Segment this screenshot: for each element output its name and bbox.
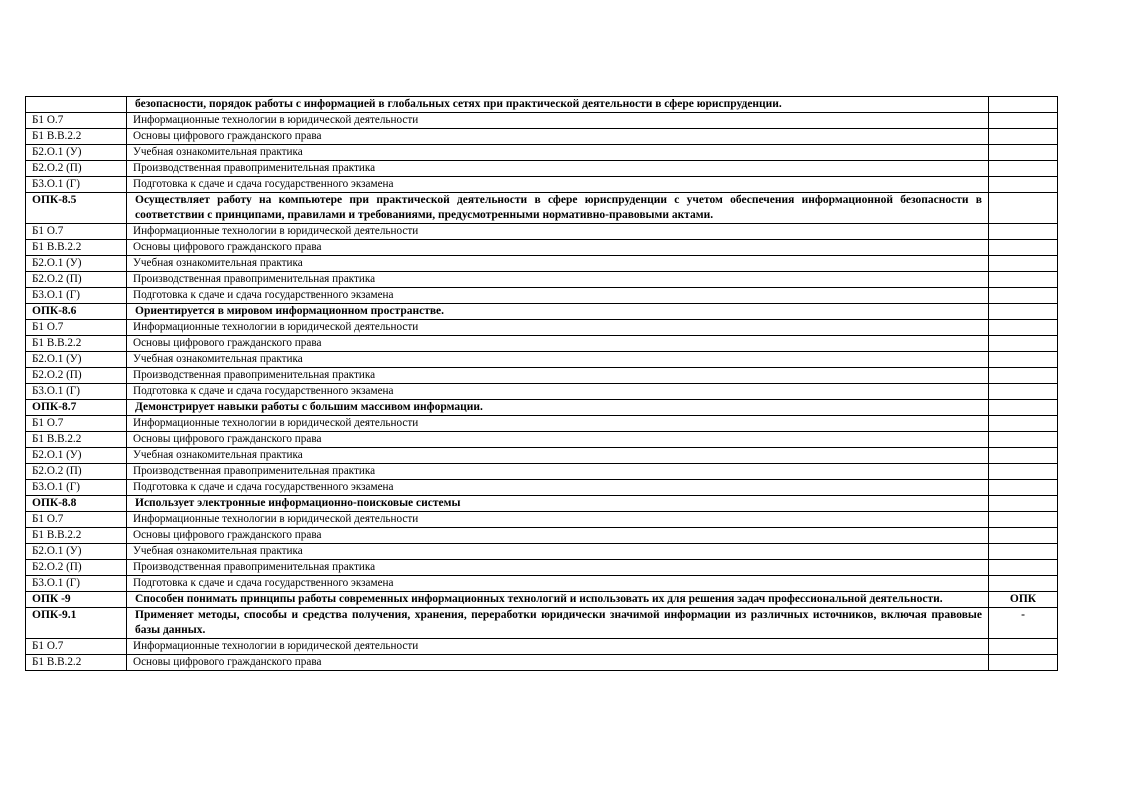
code-cell: Б2.О.1 (У) (26, 352, 127, 368)
note-cell (989, 129, 1058, 145)
code-cell: Б2.О.1 (У) (26, 145, 127, 161)
discipline-row (26, 655, 1058, 671)
code-cell (26, 97, 127, 113)
note-cell (989, 544, 1058, 560)
code-cell: Б1 О.7 (26, 113, 127, 129)
discipline-row (26, 464, 1058, 480)
code-cell: Б3.О.1 (Г) (26, 177, 127, 193)
discipline-row (26, 639, 1058, 655)
description-cell: Подготовка к сдаче и сдача государственного экзамена (127, 480, 989, 496)
discipline-row (26, 288, 1058, 304)
description-cell: Ориентируется в мировом информационном пространстве. (127, 304, 989, 320)
note-cell (989, 336, 1058, 352)
discipline-row (26, 177, 1058, 193)
note-cell (989, 639, 1058, 655)
description-cell: Подготовка к сдаче и сдача государственного экзамена (127, 384, 989, 400)
code-cell: ОПК -9 (26, 592, 127, 608)
description-cell: Производственная правоприменительная практика (127, 464, 989, 480)
code-cell: Б1 В.В.2.2 (26, 655, 127, 671)
note-cell (989, 304, 1058, 320)
note-cell (989, 145, 1058, 161)
note-cell (989, 113, 1058, 129)
description-cell: Учебная ознакомительная практика (127, 544, 989, 560)
note-cell (989, 272, 1058, 288)
discipline-row (26, 512, 1058, 528)
code-cell: Б3.О.1 (Г) (26, 288, 127, 304)
discipline-row (26, 224, 1058, 240)
note-cell (989, 512, 1058, 528)
description-cell: Основы цифрового гражданского права (127, 129, 989, 145)
discipline-row (26, 161, 1058, 177)
note-cell (989, 368, 1058, 384)
competency-header-row (26, 97, 1058, 113)
competency-header-row (26, 400, 1058, 416)
code-cell: ОПК-8.8 (26, 496, 127, 512)
description-cell: Способен понимать принципы работы современных информационных технологий и использовать их для решения задач профессиональной деятельности. (127, 592, 989, 608)
code-cell: Б2.О.1 (У) (26, 448, 127, 464)
note-cell (989, 384, 1058, 400)
discipline-row (26, 528, 1058, 544)
code-cell: Б1 В.В.2.2 (26, 432, 127, 448)
note-cell (989, 400, 1058, 416)
code-cell: ОПК-8.5 (26, 193, 127, 224)
note-cell (989, 161, 1058, 177)
code-cell: Б1 В.В.2.2 (26, 336, 127, 352)
note-cell (989, 256, 1058, 272)
note-cell (989, 177, 1058, 193)
description-cell: Основы цифрового гражданского права (127, 240, 989, 256)
discipline-row (26, 416, 1058, 432)
description-cell: Учебная ознакомительная практика (127, 145, 989, 161)
code-cell: Б3.О.1 (Г) (26, 384, 127, 400)
description-cell: Подготовка к сдаче и сдача государственного экзамена (127, 177, 989, 193)
description-cell: Учебная ознакомительная практика (127, 352, 989, 368)
code-cell: Б1 В.В.2.2 (26, 240, 127, 256)
description-cell: Подготовка к сдаче и сдача государственного экзамена (127, 288, 989, 304)
discipline-row (26, 272, 1058, 288)
note-cell (989, 240, 1058, 256)
discipline-row (26, 560, 1058, 576)
code-cell: Б1 В.В.2.2 (26, 528, 127, 544)
code-cell: Б2.О.2 (П) (26, 368, 127, 384)
discipline-row (26, 368, 1058, 384)
competency-header-row (26, 193, 1058, 224)
discipline-row (26, 320, 1058, 336)
code-cell: ОПК-8.7 (26, 400, 127, 416)
description-cell: Основы цифрового гражданского права (127, 655, 989, 671)
description-cell: Производственная правоприменительная практика (127, 161, 989, 177)
note-cell (989, 224, 1058, 240)
note-cell (989, 560, 1058, 576)
discipline-row (26, 113, 1058, 129)
code-cell: Б3.О.1 (Г) (26, 576, 127, 592)
description-cell: Применяет методы, способы и средства получения, хранения, переработки юридически значимой информации из различных источников, включая правовые базы данных. (127, 608, 989, 639)
description-cell: Подготовка к сдаче и сдача государственного экзамена (127, 576, 989, 592)
discipline-row (26, 432, 1058, 448)
code-cell: Б1 О.7 (26, 416, 127, 432)
discipline-row (26, 544, 1058, 560)
description-cell: Основы цифрового гражданского права (127, 336, 989, 352)
code-cell: Б2.О.2 (П) (26, 464, 127, 480)
competency-table-body (26, 97, 1058, 671)
discipline-row (26, 256, 1058, 272)
discipline-row (26, 352, 1058, 368)
code-cell: Б2.О.2 (П) (26, 560, 127, 576)
competency-header-row (26, 608, 1058, 639)
competency-header-row (26, 304, 1058, 320)
discipline-row (26, 145, 1058, 161)
description-cell: Использует электронные информационно-поисковые системы (127, 496, 989, 512)
description-cell: Основы цифрового гражданского права (127, 432, 989, 448)
note-cell (989, 576, 1058, 592)
description-cell: Информационные технологии в юридической деятельности (127, 512, 989, 528)
description-cell: Осуществляет работу на компьютере при практической деятельности в сфере юриспруденции с учетом обеспечения информационной безопасности в соответствии с принципами, правилами и требованиями, предусмотренными нормативно-правовыми актами. (127, 193, 989, 224)
code-cell: Б3.О.1 (Г) (26, 480, 127, 496)
note-cell (989, 448, 1058, 464)
note-cell (989, 432, 1058, 448)
code-cell: Б1 В.В.2.2 (26, 129, 127, 145)
description-cell: Основы цифрового гражданского права (127, 528, 989, 544)
note-cell (989, 320, 1058, 336)
note-cell (989, 655, 1058, 671)
note-cell (989, 352, 1058, 368)
description-cell: Учебная ознакомительная практика (127, 256, 989, 272)
description-cell: Информационные технологии в юридической деятельности (127, 113, 989, 129)
note-cell: - (989, 608, 1058, 639)
discipline-row (26, 240, 1058, 256)
code-cell: ОПК-8.6 (26, 304, 127, 320)
description-cell: Информационные технологии в юридической деятельности (127, 224, 989, 240)
code-cell: Б1 О.7 (26, 639, 127, 655)
description-cell: Учебная ознакомительная практика (127, 448, 989, 464)
discipline-row (26, 448, 1058, 464)
code-cell: Б1 О.7 (26, 224, 127, 240)
discipline-row (26, 336, 1058, 352)
description-cell: Производственная правоприменительная практика (127, 272, 989, 288)
description-cell: Информационные технологии в юридической деятельности (127, 416, 989, 432)
description-cell: Производственная правоприменительная практика (127, 560, 989, 576)
description-cell: безопасности, порядок работы с информацией в глобальных сетях при практической деятельности в сфере юриспруденции. (127, 97, 989, 113)
note-cell: ОПК (989, 592, 1058, 608)
discipline-row (26, 129, 1058, 145)
code-cell: Б2.О.1 (У) (26, 544, 127, 560)
note-cell (989, 496, 1058, 512)
competency-header-row (26, 592, 1058, 608)
code-cell: ОПК-9.1 (26, 608, 127, 639)
code-cell: Б2.О.2 (П) (26, 161, 127, 177)
note-cell (989, 193, 1058, 224)
discipline-row (26, 576, 1058, 592)
note-cell (989, 528, 1058, 544)
code-cell: Б2.О.1 (У) (26, 256, 127, 272)
note-cell (989, 416, 1058, 432)
description-cell: Производственная правоприменительная практика (127, 368, 989, 384)
code-cell: Б1 О.7 (26, 512, 127, 528)
competency-table (25, 96, 1058, 671)
note-cell (989, 480, 1058, 496)
note-cell (989, 464, 1058, 480)
code-cell: Б1 О.7 (26, 320, 127, 336)
description-cell: Демонстрирует навыки работы с большим массивом информации. (127, 400, 989, 416)
note-cell (989, 97, 1058, 113)
description-cell: Информационные технологии в юридической деятельности (127, 320, 989, 336)
code-cell: Б2.О.2 (П) (26, 272, 127, 288)
competency-header-row (26, 496, 1058, 512)
discipline-row (26, 384, 1058, 400)
note-cell (989, 288, 1058, 304)
description-cell: Информационные технологии в юридической деятельности (127, 639, 989, 655)
discipline-row (26, 480, 1058, 496)
